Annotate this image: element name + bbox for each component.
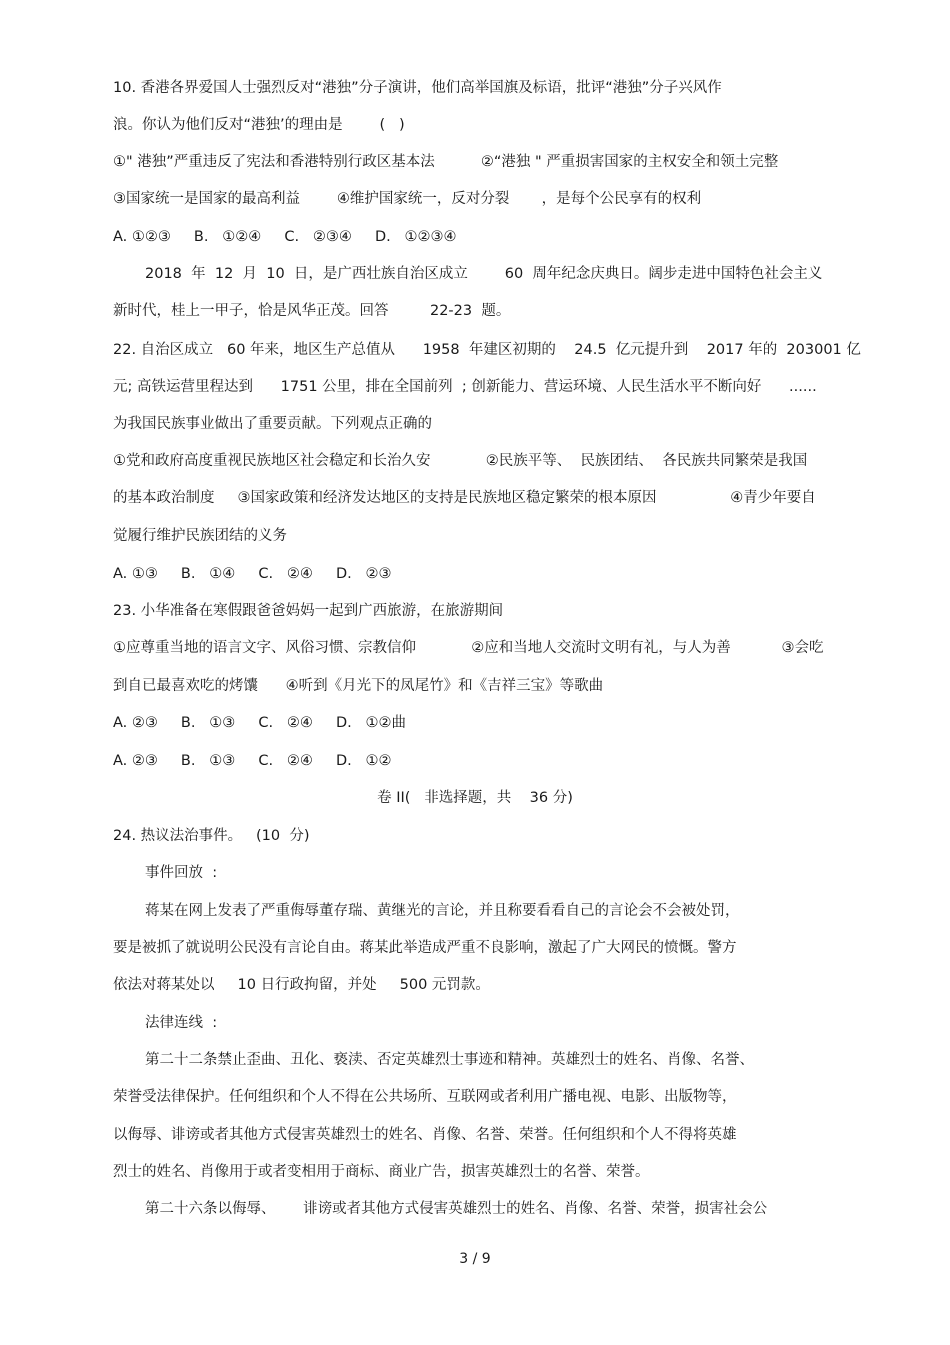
q23-line-2: ①应尊重当地的语言文字、风俗习惯、宗教信仰 ②应和当地人交流时文明有礼，与人为善 ③会吃 — [113, 640, 824, 656]
q23-choices-2: A. ②③ B. ①③ C. ②④ D. ①② — [113, 753, 392, 769]
q22-line-2: 元; 高铁运营里程达到 1751 公里，排在全国前列 ; 创新能力、营运环境、人民生活水平不断向好 ...... — [113, 379, 817, 395]
q24-law-label: 法律连线 : — [145, 1015, 218, 1031]
q24-law-line-3: 以侮辱、诽谤或者其他方式侵害英雄烈士的姓名、肖像、名誉、荣誉。任何组织和个人不得将英雄 — [113, 1127, 737, 1143]
q24-title: 24. 热议法治事件。 (10 分) — [113, 828, 310, 844]
q24-law-line-4: 烈士的姓名、肖像用于或者变相用于商标、商业广告，损害英雄烈士的名誉、荣誉。 — [113, 1164, 650, 1180]
q23-line-1: 23. 小华准备在寒假跟爸爸妈妈一起到广西旅游，在旅游期间 — [113, 603, 504, 619]
q24-event-label: 事件回放 : — [145, 865, 218, 881]
q24-event-line-3: 依法对蒋某处以 10 日行政拘留，并处 500 元罚款。 — [113, 977, 490, 993]
q22-line-6: 觉履行维护民族团结的义务 — [113, 528, 287, 544]
q24-law-line-1: 第二十二条禁止歪曲、丑化、亵渎、否定英雄烈士事迹和精神。英雄烈士的姓名、肖像、名誉、 — [145, 1052, 754, 1068]
q10-option-line-2: ③国家统一是国家的最高利益 ④维护国家统一，反对分裂 ，是每个公民享有的权利 — [113, 191, 702, 207]
q22-line-4: ①党和政府高度重视民族地区社会稳定和长治久安 ②民族平等、 民族团结、 各民族共同繁荣是我国 — [113, 453, 808, 469]
section-title: 卷 II( 非选择题，共 36 分) — [377, 790, 573, 806]
page-number: 3 / 9 — [459, 1251, 491, 1267]
q23-choices-1: A. ②③ B. ①③ C. ②④ D. ①②曲 — [113, 715, 407, 731]
q22-line-5: 的基本政治制度 ③国家政策和经济发达地区的支持是民族地区稳定繁荣的根本原因 ④青少年要自 — [113, 490, 816, 506]
q24-event-line-2: 要是被抓了就说明公民没有言论自由。蒋某此举造成严重不良影响，激起了广大网民的愤慨。警方 — [113, 940, 737, 956]
q10-option-line-1: ①" 港独”严重违反了宪法和香港特别行政区基本法 ②“港独 " 严重损害国家的主权安全和领土完整 — [113, 154, 779, 170]
q24-event-line-1: 蒋某在网上发表了严重侮辱董存瑞、黄继光的言论，并且称要看看自己的言论会不会被处罚， — [145, 903, 740, 919]
q10-stem-line-1: 10. 香港各界爱国人士强烈反对“港独”分子演讲，他们高举国旗及标语，批评“港独”分子兴风作 — [113, 80, 722, 96]
q10-stem-line-2: 浪。你认为他们反对“港独’的理由是 ( ) — [113, 117, 405, 133]
q23-line-3: 到自已最喜欢吃的烤馕 ④听到《月光下的凤尾竹》和《吉祥三宝》等歌曲 — [113, 678, 604, 694]
q22-line-1: 22. 自治区成立 60 年来，地区生产总值从 1958 年建区初期的 24.5 亿元提升到 2017 年的 203001 亿 — [113, 342, 861, 358]
q22-line-3: 为我国民族事业做出了重要贡献。下列观点正确的 — [113, 416, 432, 432]
intro-line-2: 新时代，桂上一甲子，恰是风华正茂。回答 22-23 题。 — [113, 303, 511, 319]
q10-choices: A. ①②③ B. ①②④ C. ②③④ D. ①②③④ — [113, 229, 457, 245]
q24-law-line-2: 荣誉受法律保护。任何组织和个人不得在公共场所、互联网或者利用广播电视、电影、出版物等， — [113, 1089, 737, 1105]
q22-choices: A. ①③ B. ①④ C. ②④ D. ②③ — [113, 566, 392, 582]
intro-line-1: 2018 年 12 月 10 日，是广西壮族自治区成立 60 周年纪念庆典日。阔步走进中国特色社会主义 — [145, 266, 823, 282]
q24-law-line-5: 第二十六条以侮辱、 诽谤或者其他方式侵害英雄烈士的姓名、肖像、名誉、荣誉，损害社会公 — [145, 1201, 768, 1217]
